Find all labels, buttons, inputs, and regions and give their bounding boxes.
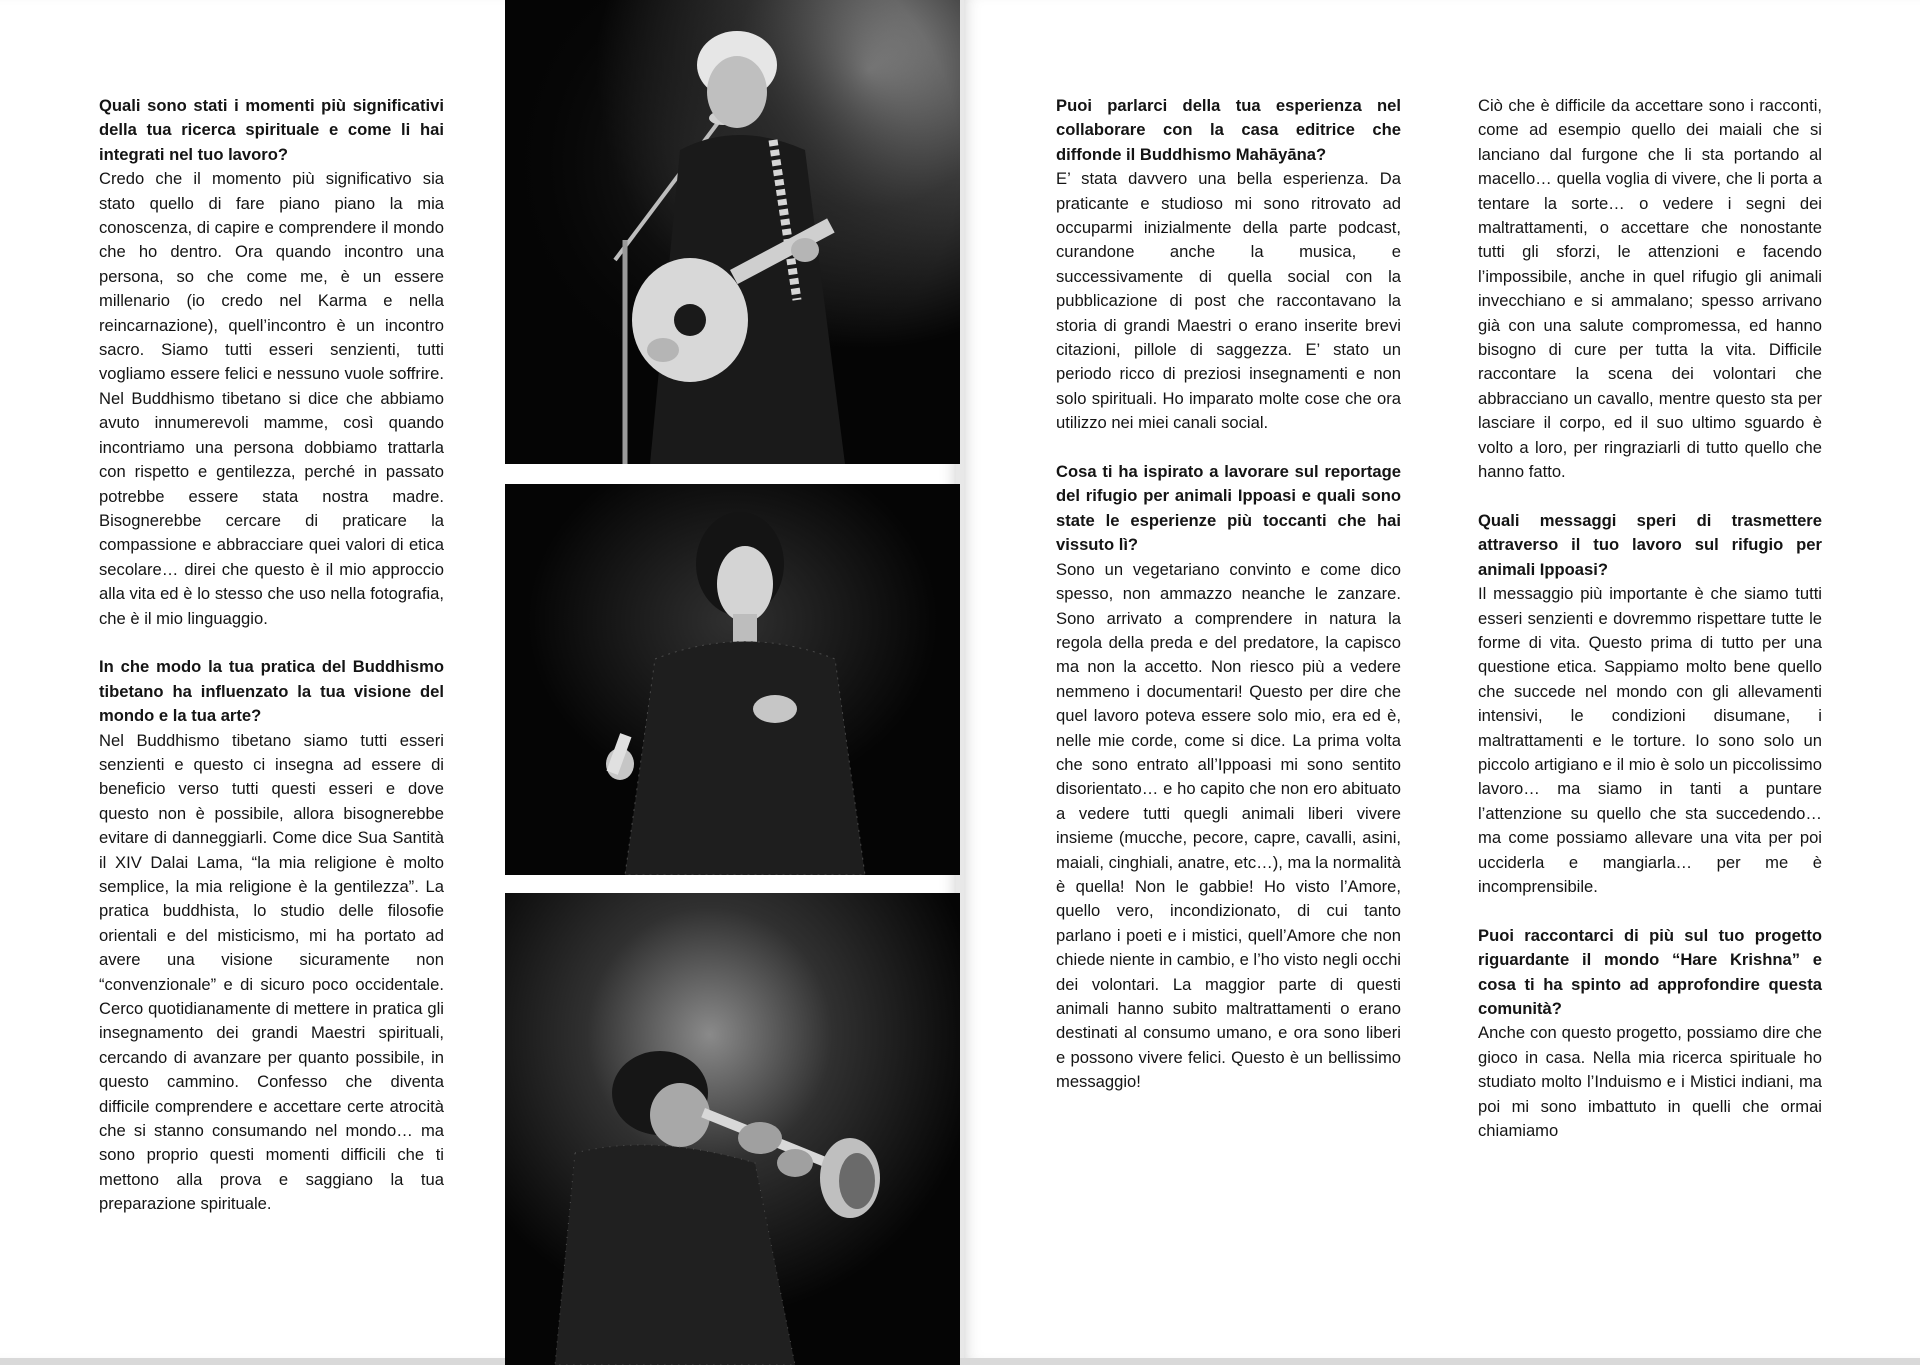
middle-text-column bbox=[1056, 94, 1401, 1119]
interview-answer: Il messaggio più importante è che siamo tutti esseri senzienti e dovremmo rispettare tutte le forme di vita. Questo prima di tutto per una questione etica. Sappiamo molto bene quello che succede nel mondo con gli allevamenti intensivi, le condizioni disumane, i maltrattamenti e le torture. Io sono solo un piccolo artigiano e il mio è solo un piccolissimo lavoro… ma siamo in tanti a puntare l’attenzione su quello che sta succedendo… ma come possiamo allevare una vita per poi ucciderla e mangiarla… per me è incomprensibile. bbox=[1478, 584, 1822, 896]
interview-question: Quali messaggi speri di trasmettere attraverso il tuo lavoro sul rifugio per animali Ippoasi? bbox=[1478, 510, 1822, 579]
interview-answer: Anche con questo progetto, possiamo dire che gioco in casa. Nella mia ricerca spirituale ho studiato molto l’Induismo e i Mistici indiani, ma poi mi sono imbattuto in quelli che ormai chiamiamo bbox=[1478, 1023, 1822, 1141]
photo-female-singer bbox=[505, 484, 960, 875]
interview-question: Puoi raccontarci di più sul tuo progetto riguardante il mondo “Hare Krishna” e cosa ti ha spinto ad approfondire questa comunità? bbox=[1478, 925, 1822, 1018]
left-text-column bbox=[99, 94, 444, 1241]
interview-answer-continued: Ciò che è difficile da accettare sono i racconti, come ad esempio quello dei maiali che si lanciano dal furgone che li sta portando al macello… quella voglia di vivere, che li porta a tentare la sorte… o vedere i segni dei maltrattamenti, o accettare che nonostante tutti gli sforzi, le attenzioni e facendo l’impossibile, anche in quel rifugio gli animali invecchiano e si ammalano; spesso arrivano già con una salute compromessa, ed hanno bisogno di cure per tutta la vita. Difficile raccontare la scena dei volontari che abbracciano un cavallo, mentre questo sta per lasciare il corpo, ed il suo ultimo sguardo è volto a loro, per ringraziarli di tutto quello che hanno fatto. bbox=[1478, 96, 1822, 482]
interview-question: Quali sono stati i momenti più significativi della tua ricerca spirituale e come li hai integrati nel tuo lavoro? bbox=[99, 96, 444, 164]
interview-answer: Sono un vegetariano convinto e come dico spesso, non ammazzo neanche le zanzare. Sono arrivato a comprendere in natura la regola della preda e del predatore, la capisco ma non la accetto. Non riesco più a vedere nemmeno i documentari! Questo per dire che quel lavoro poteva essere solo mio, era ed è, nelle mie corde, come si dice. La prima volta che sono entrato all’Ippoasi mi sono sentito disorientato… e ho capito che non ero abituato a vedere tutti quegli animali liberi vivere insieme (mucche, pecore, capre, cavalli, asini, maiali, cinghiali, anatre, etc…), ma la normalità è quella! Non le gabbie! Ho visto l’Amore, quello vero, incondizionato, di cui tanto parlano i poeti e i mistici, quell’Amore che non chiede niente in cambio, e l’ho visto negli occhi dei volontari. La maggior parte di questi animali hanno subito maltrattamenti o erano destinati al consumo umano, e ora sono liberi e possono vivere felici. Questo è un bellissimo messaggio! bbox=[1056, 559, 1401, 1092]
interview-question: Cosa ti ha ispirato a lavorare sul reportage del rifugio per animali Ippoasi e quali sono state le esperienze più toccanti che hai vissuto lì? bbox=[1056, 462, 1401, 555]
interview-answer: Credo che il momento più significativo sia stato quello di fare piano piano la mia conoscenza, di capire e comprendere il mondo che ho dentro. Ora quando incontro una persona, so che come me, è un essere millenario (io credo nel Karma e nella reincarnazione), quell’incontro è un incontro sacro. Siamo tutti esseri senzienti, tutti vogliamo essere felici e nessuno vuole soffrire. Nel Buddhismo tibetano si dice che abbiamo avuto innumerevoli mamme, così quando incontriamo una persona dobbiamo trattarla con rispetto e gentilezza, perché in passato potrebbe essere stata nostra madre. Bisognerebbe cercare di praticare la compassione e abbracciare quei valori di etica secolare… direi che questo è il mio approccio alla vita ed è lo stesso che uso nella fotografia, che è il mio linguaggio. bbox=[99, 169, 444, 628]
interview-question: Puoi parlarci della tua esperienza nel collaborare con la casa editrice che diffonde il Buddhismo Mahāyāna? bbox=[1056, 96, 1401, 164]
interview-question: In che modo la tua pratica del Buddhismo tibetano ha influenzato la tua visione del mondo e la tua arte? bbox=[99, 657, 444, 726]
right-text-column bbox=[1478, 94, 1822, 1168]
photo-guitarist bbox=[505, 0, 960, 464]
interview-answer: Nel Buddhismo tibetano siamo tutti esseri senzienti e questo ci insegna ad essere di beneficio verso tutti questi esseri e dove questo non è possibile, allora bisognerebbe evitare di danneggiarli. Come dice Sua Santità il XIV Dalai Lama, “la mia religione è molto semplice, la mia religione è la gentilezza”. La pratica buddhista, lo studio delle filosofie orientali e del misticismo, mi ha portato ad avere una visione sicuramente non “convenzionale” e di sicuro poco occidentale. Cerco quotidianamente di mettere in pratica gli insegnamento dei grandi Maestri spirituali, cercando di avanzare per quanto possibile, in questo cammino. Confesso che diventa difficile comprendere e accettare certe atrocità che si stanno consumando nel mondo… ma sono proprio questi momenti difficili che ti mettono alla prova e saggiano la tua preparazione spirituale. bbox=[99, 730, 444, 1214]
interview-answer: E’ stata davvero una bella esperienza. Da praticante e studioso mi sono ritrovato ad occuparmi inizialmente della parte podcast, curandone anche la musica, e successivamente di quella social con la pubblicazione di post che raccontavano la storia di grandi Maestri o erano inserite brevi citazioni, pillole di saggezza. E’ stato un periodo ricco di preziosi insegnamenti e non solo spirituali. Ho imparato molte cose che ora utilizzo nei miei canali social. bbox=[1056, 169, 1401, 433]
photo-trumpeter bbox=[505, 893, 960, 1365]
